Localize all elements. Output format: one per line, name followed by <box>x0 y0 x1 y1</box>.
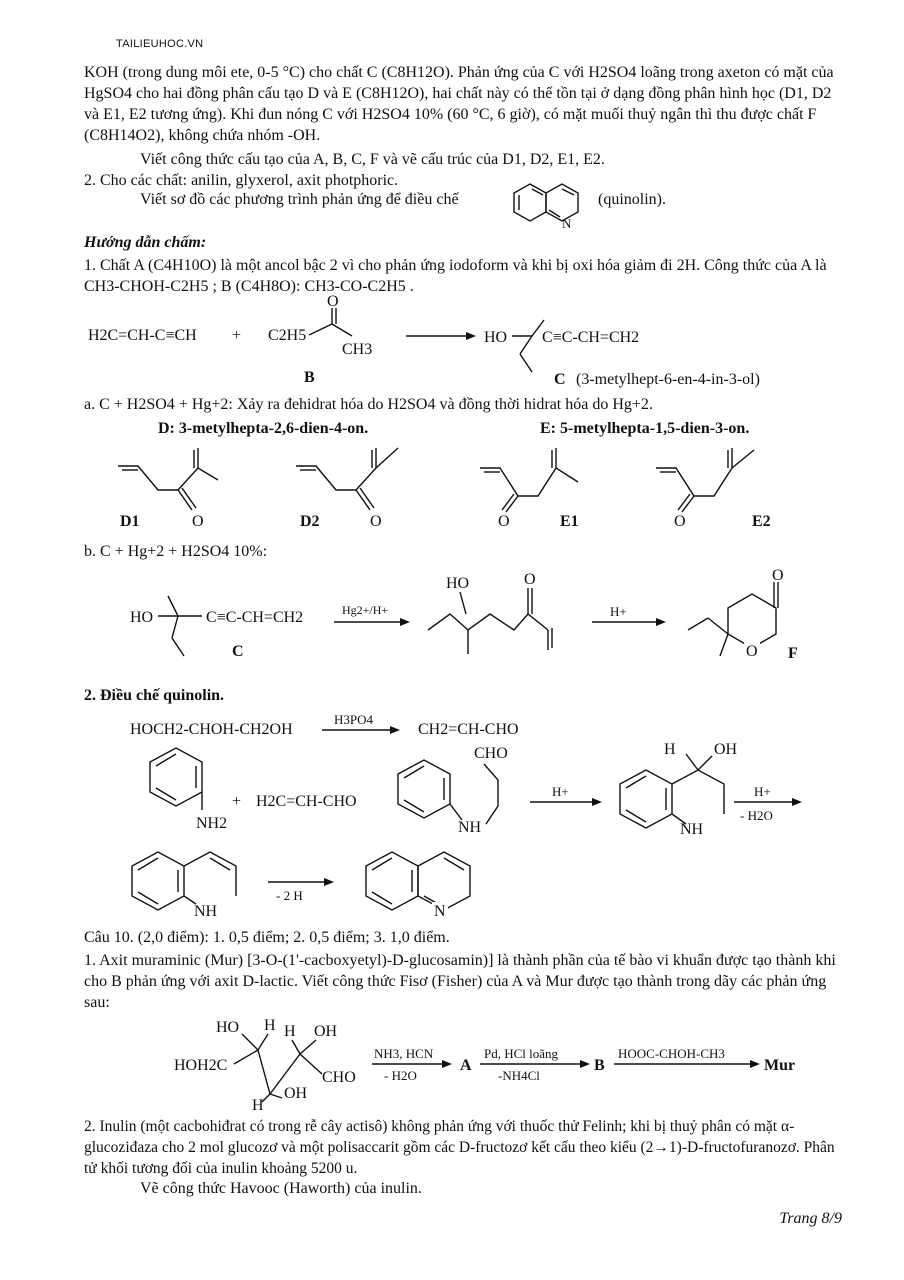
glycerol: HOCH2-CHOH-CH2OH <box>130 721 293 738</box>
e2-label: E2 <box>752 513 771 530</box>
plus-sign: + <box>232 327 242 344</box>
label-c: C <box>554 371 566 388</box>
svg-text:NH: NH <box>458 819 482 836</box>
part-a-line: a. C + H2SO4 + Hg+2: Xảy ra đehidrat hóa do H2SO4 và đồng thời hidrat hóa do Hg+2. <box>84 396 653 413</box>
q9-part2: 2. Cho các chất: anilin, glyxerol, axit photphoric. <box>84 172 399 189</box>
part-b-line: b. C + Hg+2 + H2SO4 10%: <box>84 543 268 560</box>
c-iupac-name: (3-metylhept-6-en-4-in-3-ol) <box>576 371 760 388</box>
quinolin-label: (quinolin). <box>598 191 666 208</box>
aniline-nh2: NH2 <box>196 815 228 832</box>
svg-text:OH: OH <box>314 1023 338 1040</box>
acrolein-reactant: H2C=CH-CHO <box>256 793 357 810</box>
q9-part2-task: Viết sơ đồ các phương trình phản ứng để điều chế <box>140 191 459 208</box>
svg-text:H: H <box>664 741 676 758</box>
svg-text:CHO: CHO <box>322 1069 356 1086</box>
q9-paragraph: KOH (trong dung môi ete, 0-5 °C) cho chất C (C8H12O). Phản ứng của C với H2SO4 loãng trong axeton có mặt của HgSO4 cho hai đồng phân cấu tạo D và E (C8H12O), hai chất này có thể tồn tại ở dạng đồng phân hình học (D1, D2 và E1, E2 tương ứng). Khi đun nóng C với H2SO4 10% (60 °C, 6 giờ), có mặt muối thuỷ ngân thì thu được chất F (C8H14O2), không chứa nhóm -OH. <box>84 64 834 144</box>
svg-text:H: H <box>264 1017 276 1034</box>
svg-text:HO: HO <box>216 1019 240 1036</box>
q10-part2-task: Vẽ công thức Havooc (Haworth) của inulin. <box>140 1180 422 1197</box>
svg-text:OH: OH <box>284 1085 308 1102</box>
svg-text:H: H <box>252 1097 264 1114</box>
reagent-2: Pd, HCl loãng <box>484 1046 559 1061</box>
aromatization <box>128 842 548 932</box>
q10-part2: 2. Inulin (một cacbohiđrat có trong rễ cây actisô) không phản ứng với thuốc thử Felinh; khi bị thuỷ phân có mặt α-glucoziđaza cho 2 mol glucozơ và một polisaccarit gồm các D-fructozơ kết cấu theo kiểu (2→1)-D-fructofuranozơ. Phân tử khối tương đối của inulin khoảng 5200 u. <box>84 1118 835 1177</box>
e2-structure <box>656 448 771 530</box>
reagent-1: NH3, HCN <box>374 1046 434 1061</box>
d1-structure <box>118 448 218 530</box>
svg-text:H: H <box>284 1023 296 1040</box>
q9-task: Viết công thức cấu tạo của A, B, C, F và vẽ cấu trúc của D1, D2, E1, E2. <box>140 151 605 168</box>
svg-text:O: O <box>498 513 510 530</box>
acrolein: CH2=CH-CHO <box>418 721 519 738</box>
svg-text:CHO: CHO <box>474 745 508 762</box>
h3po4-catalyst: H3PO4 <box>334 712 374 727</box>
e1-label: E1 <box>560 513 579 530</box>
ethyl-group: C2H5 <box>268 327 307 344</box>
hg-catalyst: Hg2+/H+ <box>342 603 389 617</box>
d2-structure <box>296 448 398 530</box>
oxygen-b: O <box>327 293 339 310</box>
svg-text:N: N <box>434 903 446 920</box>
michael-cyclization <box>120 740 840 840</box>
svg-text:C: C <box>232 643 244 660</box>
svg-text:O: O <box>772 567 784 584</box>
svg-text:NH: NH <box>680 821 704 838</box>
quinolin-prep-title: 2. Điều chế quinolin. <box>84 687 225 704</box>
e1-structure <box>480 448 579 530</box>
svg-text:HO: HO <box>446 575 470 592</box>
muramic-acid-scheme <box>172 1016 812 1114</box>
label-f: F <box>788 645 798 662</box>
svg-text:O: O <box>674 513 686 530</box>
dehydrogenation: - 2 H <box>276 888 303 903</box>
d1-label: D1 <box>120 513 140 530</box>
alkyne-chain-c: C≡C-CH=CH2 <box>542 329 640 346</box>
svg-text:O: O <box>524 571 536 588</box>
svg-text:H+: H+ <box>754 784 771 799</box>
svg-text:+: + <box>232 793 242 810</box>
page-number: Trang 8/9 <box>779 1210 842 1227</box>
svg-text:- H2O: - H2O <box>384 1068 417 1083</box>
hydroxy-c: HO <box>484 329 508 346</box>
vinylacetylene: H2C=CH-C≡CH <box>88 327 197 344</box>
quinoline-structure-small <box>510 180 594 230</box>
svg-text:H+: H+ <box>552 784 569 799</box>
d-name: D: 3-metylhepta-2,6-dien-4-on. <box>158 420 369 437</box>
svg-text:NH: NH <box>194 903 218 920</box>
methyl-b: CH3 <box>342 341 373 358</box>
reaction-c-synthesis <box>84 293 844 388</box>
svg-text:HO: HO <box>130 609 154 626</box>
site-watermark: TAILIEUHOC.VN <box>116 38 204 50</box>
compound-b: B <box>594 1057 605 1074</box>
svg-text:-NH4Cl: -NH4Cl <box>498 1068 540 1083</box>
guide-title: Hướng dẫn chấm: <box>84 234 207 251</box>
d2-label: D2 <box>300 513 320 530</box>
q10-title: Câu 10. (2,0 điểm): 1. 0,5 điểm; 2. 0,5 điểm; 3. 1,0 điểm. <box>84 929 450 946</box>
isomer-structures <box>108 446 808 536</box>
e-name: E: 5-metylhepta-1,5-dien-3-on. <box>540 420 750 437</box>
acid-catalyst: H+ <box>610 604 627 619</box>
nitrogen-atom: N <box>562 216 572 231</box>
compound-a: A <box>460 1057 472 1074</box>
svg-text:OH: OH <box>714 741 738 758</box>
guide-part1: 1. Chất A (C4H10O) là một ancol bậc 2 vì cho phản ứng iodoform và khi bị oxi hóa giảm đi 2H. Công thức của A là CH3-CHOH-C2H5 ; B (C4H8O): CH3-CO-C2H5 . <box>84 257 827 295</box>
label-b: B <box>304 369 315 386</box>
c-chain-b: C≡C-CH=CH2 <box>206 609 304 626</box>
svg-text:O: O <box>746 643 758 660</box>
q10-part1: 1. Axit muraminic (Mur) [3-O-(1'-cacboxyetyl)-D-glucosamin)] là thành phần của tế bào vi khuẩn được tạo thành khi cho B phản ứng với axit D-lactic. Viết công thức Fisơ (Fisher) của A và Mur được tạo thành trong dãy các phản ứng sau: <box>84 952 836 1011</box>
svg-text:O: O <box>370 513 382 530</box>
mur-product: Mur <box>764 1057 796 1074</box>
reaction-f-synthesis <box>128 568 848 678</box>
dehydration: - H2O <box>740 808 773 823</box>
reagent-3: HOOC-CHOH-CH3 <box>618 1046 725 1061</box>
svg-text:O: O <box>192 513 204 530</box>
hydroxymethyl: HOH2C <box>174 1057 228 1074</box>
